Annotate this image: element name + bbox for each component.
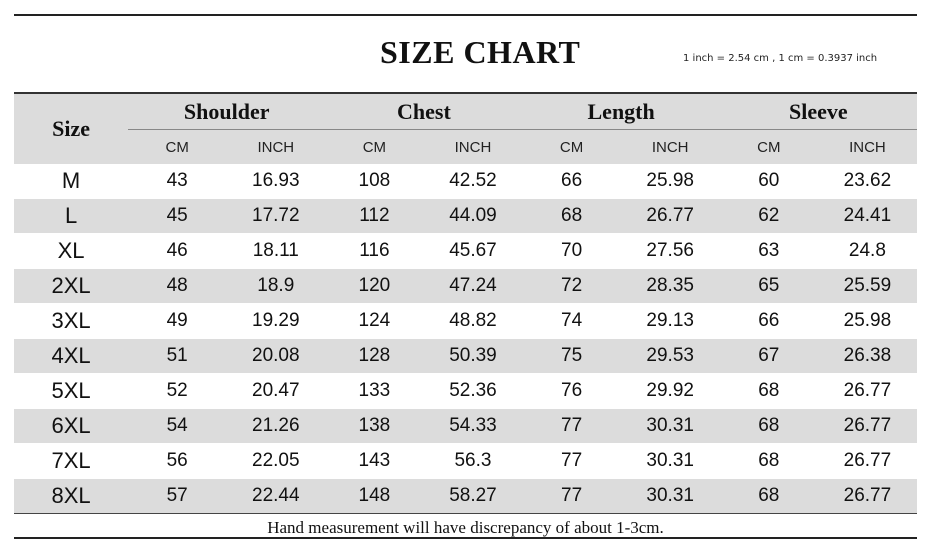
table-row bbox=[14, 304, 917, 339]
measurement-cell: 50.39 bbox=[423, 339, 522, 374]
unit-header: INCH bbox=[226, 130, 325, 165]
measurement-cell: 68 bbox=[720, 479, 818, 514]
unit-header: CM bbox=[523, 130, 621, 165]
measurement-cell: 42.52 bbox=[423, 164, 522, 199]
measurement-cell: 54.33 bbox=[423, 409, 522, 444]
measurement-cell: 143 bbox=[325, 444, 423, 479]
measurement-cell: 26.77 bbox=[818, 479, 917, 514]
measurement-cell: 25.98 bbox=[621, 164, 720, 199]
measurement-cell: 52.36 bbox=[423, 374, 522, 409]
measurement-cell: 20.47 bbox=[226, 374, 325, 409]
measurement-cell: 133 bbox=[325, 374, 423, 409]
measurement-cell: 29.53 bbox=[621, 339, 720, 374]
measurement-cell: 26.77 bbox=[818, 444, 917, 479]
table-row bbox=[14, 199, 917, 234]
measurement-cell: 23.62 bbox=[818, 164, 917, 199]
measurement-cell: 57 bbox=[128, 479, 226, 514]
measurement-cell: 19.29 bbox=[226, 304, 325, 339]
measurement-cell: 52 bbox=[128, 374, 226, 409]
table-row bbox=[14, 164, 917, 199]
measurement-cell: 76 bbox=[523, 374, 621, 409]
measurement-cell: 68 bbox=[523, 199, 621, 234]
measurement-note: Hand measurement will have discrepancy of about 1-3cm. bbox=[14, 514, 917, 542]
measurement-cell: 26.77 bbox=[818, 409, 917, 444]
measurement-cell: 28.35 bbox=[621, 269, 720, 304]
chest-header: Chest bbox=[325, 93, 522, 130]
measurement-cell: 45 bbox=[128, 199, 226, 234]
table-row bbox=[14, 444, 917, 479]
measurement-cell: 70 bbox=[523, 234, 621, 269]
measurement-cell: 65 bbox=[720, 269, 818, 304]
unit-header: CM bbox=[128, 130, 226, 165]
measurement-cell: 48.82 bbox=[423, 304, 522, 339]
unit-header: CM bbox=[325, 130, 423, 165]
bottom-rule bbox=[14, 537, 917, 539]
length-header: Length bbox=[523, 93, 720, 130]
measurement-cell: 17.72 bbox=[226, 199, 325, 234]
measurement-cell: 138 bbox=[325, 409, 423, 444]
measurement-cell: 43 bbox=[128, 164, 226, 199]
table-row bbox=[14, 234, 917, 269]
unit-header: INCH bbox=[423, 130, 522, 165]
header-row-units bbox=[14, 130, 917, 165]
measurement-cell: 77 bbox=[523, 409, 621, 444]
measurement-cell: 18.11 bbox=[226, 234, 325, 269]
size-label: 2XL bbox=[14, 269, 128, 304]
measurement-cell: 77 bbox=[523, 444, 621, 479]
measurement-cell: 108 bbox=[325, 164, 423, 199]
measurement-cell: 60 bbox=[720, 164, 818, 199]
measurement-cell: 112 bbox=[325, 199, 423, 234]
measurement-cell: 20.08 bbox=[226, 339, 325, 374]
measurement-cell: 48 bbox=[128, 269, 226, 304]
page-title: SIZE CHART bbox=[380, 34, 581, 70]
size-label: 3XL bbox=[14, 304, 128, 339]
sleeve-header: Sleeve bbox=[720, 93, 917, 130]
size-label: XL bbox=[14, 234, 128, 269]
measurement-cell: 62 bbox=[720, 199, 818, 234]
measurement-cell: 30.31 bbox=[621, 479, 720, 514]
size-label: L bbox=[14, 199, 128, 234]
measurement-cell: 68 bbox=[720, 374, 818, 409]
measurement-cell: 49 bbox=[128, 304, 226, 339]
size-label: 8XL bbox=[14, 479, 128, 514]
measurement-cell: 24.41 bbox=[818, 199, 917, 234]
measurement-cell: 66 bbox=[523, 164, 621, 199]
measurement-cell: 56 bbox=[128, 444, 226, 479]
measurement-cell: 44.09 bbox=[423, 199, 522, 234]
table-row bbox=[14, 479, 917, 514]
shoulder-header: Shoulder bbox=[128, 93, 325, 130]
size-label: M bbox=[14, 164, 128, 199]
unit-header: INCH bbox=[621, 130, 720, 165]
measurement-cell: 56.3 bbox=[423, 444, 522, 479]
measurement-cell: 29.13 bbox=[621, 304, 720, 339]
measurement-cell: 21.26 bbox=[226, 409, 325, 444]
measurement-cell: 67 bbox=[720, 339, 818, 374]
measurement-cell: 16.93 bbox=[226, 164, 325, 199]
measurement-cell: 26.77 bbox=[621, 199, 720, 234]
measurement-cell: 30.31 bbox=[621, 444, 720, 479]
measurement-cell: 29.92 bbox=[621, 374, 720, 409]
measurement-cell: 124 bbox=[325, 304, 423, 339]
size-label: 5XL bbox=[14, 374, 128, 409]
measurement-cell: 74 bbox=[523, 304, 621, 339]
measurement-cell: 51 bbox=[128, 339, 226, 374]
measurement-cell: 72 bbox=[523, 269, 621, 304]
size-chart-table bbox=[14, 92, 917, 541]
measurement-cell: 18.9 bbox=[226, 269, 325, 304]
size-rows bbox=[14, 164, 917, 514]
measurement-cell: 66 bbox=[720, 304, 818, 339]
header-row-groups bbox=[14, 93, 917, 130]
unit-header: CM bbox=[720, 130, 818, 165]
table-row bbox=[14, 374, 917, 409]
measurement-cell: 120 bbox=[325, 269, 423, 304]
measurement-cell: 22.05 bbox=[226, 444, 325, 479]
measurement-cell: 63 bbox=[720, 234, 818, 269]
measurement-cell: 25.59 bbox=[818, 269, 917, 304]
size-label: 4XL bbox=[14, 339, 128, 374]
measurement-cell: 116 bbox=[325, 234, 423, 269]
measurement-cell: 54 bbox=[128, 409, 226, 444]
measurement-cell: 128 bbox=[325, 339, 423, 374]
unit-header: INCH bbox=[818, 130, 917, 165]
size-column-header: Size bbox=[14, 93, 128, 164]
measurement-cell: 47.24 bbox=[423, 269, 522, 304]
measurement-cell: 25.98 bbox=[818, 304, 917, 339]
measurement-cell: 75 bbox=[523, 339, 621, 374]
measurement-cell: 68 bbox=[720, 444, 818, 479]
measurement-cell: 22.44 bbox=[226, 479, 325, 514]
measurement-cell: 24.8 bbox=[818, 234, 917, 269]
table-row bbox=[14, 339, 917, 374]
measurement-cell: 58.27 bbox=[423, 479, 522, 514]
measurement-cell: 148 bbox=[325, 479, 423, 514]
measurement-cell: 46 bbox=[128, 234, 226, 269]
measurement-cell: 27.56 bbox=[621, 234, 720, 269]
table-row bbox=[14, 269, 917, 304]
measurement-cell: 68 bbox=[720, 409, 818, 444]
measurement-cell: 77 bbox=[523, 479, 621, 514]
measurement-cell: 45.67 bbox=[423, 234, 522, 269]
measurement-cell: 26.38 bbox=[818, 339, 917, 374]
size-label: 7XL bbox=[14, 444, 128, 479]
table-row bbox=[14, 409, 917, 444]
unit-conversion-note: 1 inch = 2.54 cm , 1 cm = 0.3937 inch bbox=[683, 53, 878, 64]
measurement-cell: 26.77 bbox=[818, 374, 917, 409]
measurement-cell: 30.31 bbox=[621, 409, 720, 444]
top-rule bbox=[14, 14, 917, 16]
size-label: 6XL bbox=[14, 409, 128, 444]
